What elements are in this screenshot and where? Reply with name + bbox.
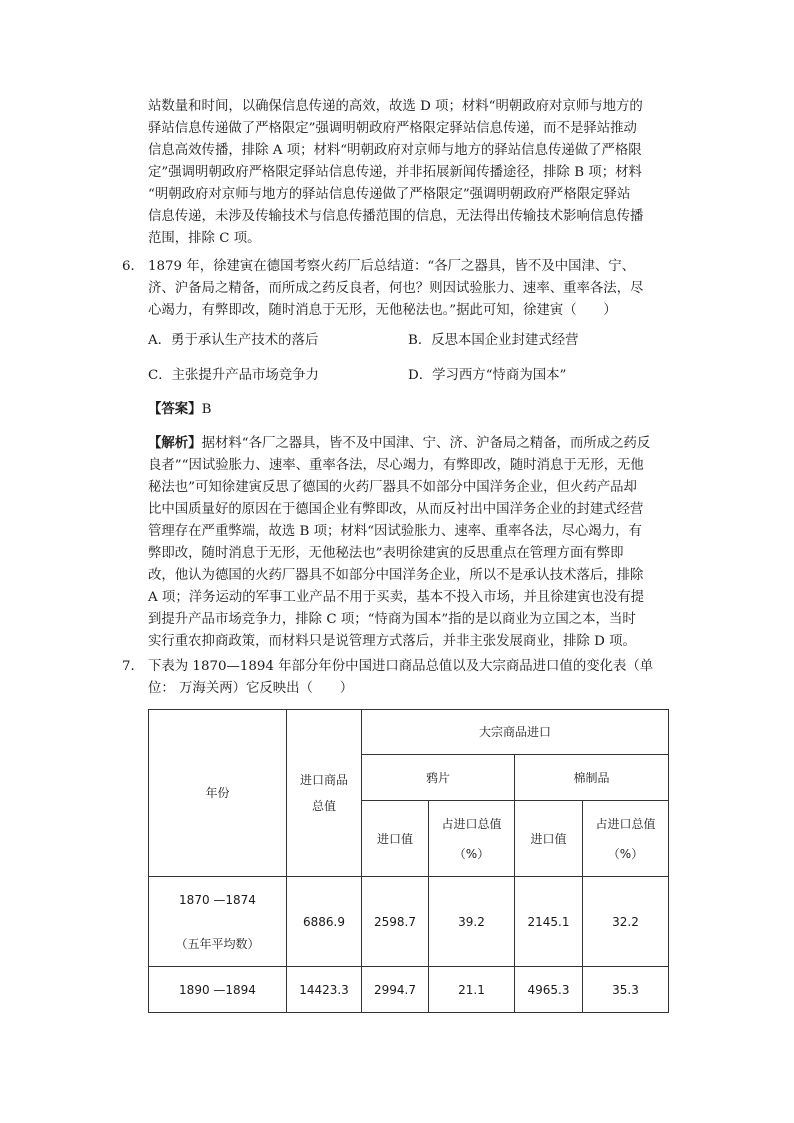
text-line: 到提升产品市场竞争力，排除 C 项；“恃商为国本”指的是以商业为立国之本，当时 <box>148 612 636 627</box>
option-a: A．勇于承认生产技术的落后 <box>148 333 319 348</box>
option-c: C．主张提升产品市场竞争力 <box>148 368 319 383</box>
text-line: 驿站信息传递做了严格限定”强调明朝政府严格限定驿站信息传递，而不是驿站推动 <box>148 121 637 136</box>
header-total-line: 进口商品 <box>299 773 348 787</box>
row-cotton-share: 35.3 <box>583 967 669 1013</box>
header-opium-value: 进口值 <box>362 801 429 877</box>
text-line: 信息传递，未涉及传输技术与信息传播范围的信息，无法得出传输技术影响信息传播 <box>148 209 644 224</box>
text-line: 比中国质量好的原因在于德国企业有弊即改，从而反衬出中国洋务企业的封建式经营 <box>148 502 644 517</box>
header-cotton-value: 进口值 <box>515 801 583 877</box>
header-cotton: 棉制品 <box>515 755 669 801</box>
text-line: 弊即改，随时消息于无形，无他秘法也”表明徐建寅的反思重点在管理方面有弊即 <box>148 546 624 561</box>
row-year: 1890 —1894 <box>149 967 287 1013</box>
header-opium-share <box>429 801 515 877</box>
header-bulk-imports: 大宗商品进口 <box>362 710 669 755</box>
row-total: 6886.9 <box>287 877 362 967</box>
analysis-label: 【解析】 <box>148 436 202 451</box>
header-opium: 鸦片 <box>362 755 515 801</box>
row-cotton-value: 2145.1 <box>515 877 583 967</box>
answer-value: B <box>201 402 212 417</box>
text-line: A 项；洋务运动的军事工业产品不用于买卖，基本不投入市场，并且徐建寅也没有提 <box>148 590 644 605</box>
text-line <box>148 433 672 455</box>
table-row <box>149 877 669 967</box>
text-line: 定”强调明朝政府严格限定驿站信息传递，并非拓展新闻传播途径，排除 B 项；材料 <box>148 165 642 180</box>
share-line: （%） <box>453 846 490 861</box>
previous-analysis <box>148 96 672 250</box>
row-opium-value: 2994.7 <box>362 967 429 1013</box>
row-opium-share: 21.1 <box>429 967 515 1013</box>
share-line: 占进口总值 <box>595 816 656 831</box>
text-line: 站数量和时间，以确保信息传递的高效，故选 D 项；材料“明朝政府对京师与地方的 <box>148 99 643 114</box>
text-line: 济、沪备局之精备，而所成之药反良者，何也？则因试验胀力、速率、重率各法，尽 <box>148 281 644 296</box>
text-line: 范围，排除 C 项。 <box>148 231 261 246</box>
text-line: 改，他认为德国的火药厂器具不如部分中国洋务企业，所以不是承认技术落后，排除 <box>148 568 644 583</box>
share-line: 占进口总值 <box>441 816 502 831</box>
text-line: 秘法也”可知徐建寅反思了德国的火药厂器具不如部分中国洋务企业，但火药产品却 <box>148 480 637 495</box>
table-row <box>149 967 669 1013</box>
answer-label: 【答案】 <box>148 402 202 417</box>
text-line: 位： 万海关两）它反映出（ ） <box>148 681 354 696</box>
text-line: 信息高效传播，排除 A 项；材料“明朝政府对京师与地方的驿站信息传递做了严格限 <box>148 143 642 158</box>
row-cotton-share: 32.2 <box>583 877 669 967</box>
question-7-number: 7． <box>122 659 144 674</box>
row-total: 14423.3 <box>287 967 362 1013</box>
text-line: 良者”“因试验胀力、速率、重率各法，尽心竭力，有弊即改，随时消息于无形，无他 <box>148 458 644 473</box>
text-line: 心竭力，有弊即改，随时消息于无形，无他秘法也。”据此可知，徐建寅（ ） <box>148 303 617 318</box>
text-line: 下表为 1870—1894 年部分年份中国进口商品总值以及大宗商品进口值的变化表（单 <box>148 659 654 674</box>
row-opium-value: 2598.7 <box>362 877 429 967</box>
question-6-answer <box>148 399 211 421</box>
year-line: 1870 —1874 <box>179 892 256 907</box>
question-6-stem <box>148 256 672 322</box>
share-line: （%） <box>607 846 644 861</box>
header-total-line: 总值 <box>311 799 336 813</box>
text-line: 1879 年，徐建寅在德国考察火药厂后总结道：“各厂之器具，皆不及中国津、宁、 <box>148 259 636 274</box>
text-line: 实行重农抑商政策，而材料只是说管理方式落后，并非主张发展商业，排除 D 项。 <box>148 634 636 649</box>
analysis-text: 据材料“各厂之器具，皆不及中国津、宁、济、沪备局之精备，而所成之药反 <box>201 436 651 451</box>
question-6-number: 6． <box>122 259 144 274</box>
row-opium-share: 39.2 <box>429 877 515 967</box>
header-year: 年份 <box>149 710 287 877</box>
row-year <box>149 877 287 967</box>
year-line: （五年平均数） <box>175 936 260 951</box>
question-6-analysis <box>148 433 672 653</box>
text-line: “明朝政府对京师与地方的驿站信息传递做了严格限定”强调明朝政府严格限定驿站 <box>148 187 631 202</box>
header-cotton-share <box>583 801 669 877</box>
import-value-table <box>148 709 669 1013</box>
question-7-stem <box>148 656 672 700</box>
option-d: D．学习西方“恃商为国本” <box>408 368 567 383</box>
text-line: 管理存在严重弊端，故选 B 项；材料“因试验胀力、速率、重率各法，尽心竭力，有 <box>148 524 642 539</box>
row-cotton-value: 4965.3 <box>515 967 583 1013</box>
option-b: B．反思本国企业封建式经营 <box>408 333 579 348</box>
header-total-value <box>287 710 362 877</box>
